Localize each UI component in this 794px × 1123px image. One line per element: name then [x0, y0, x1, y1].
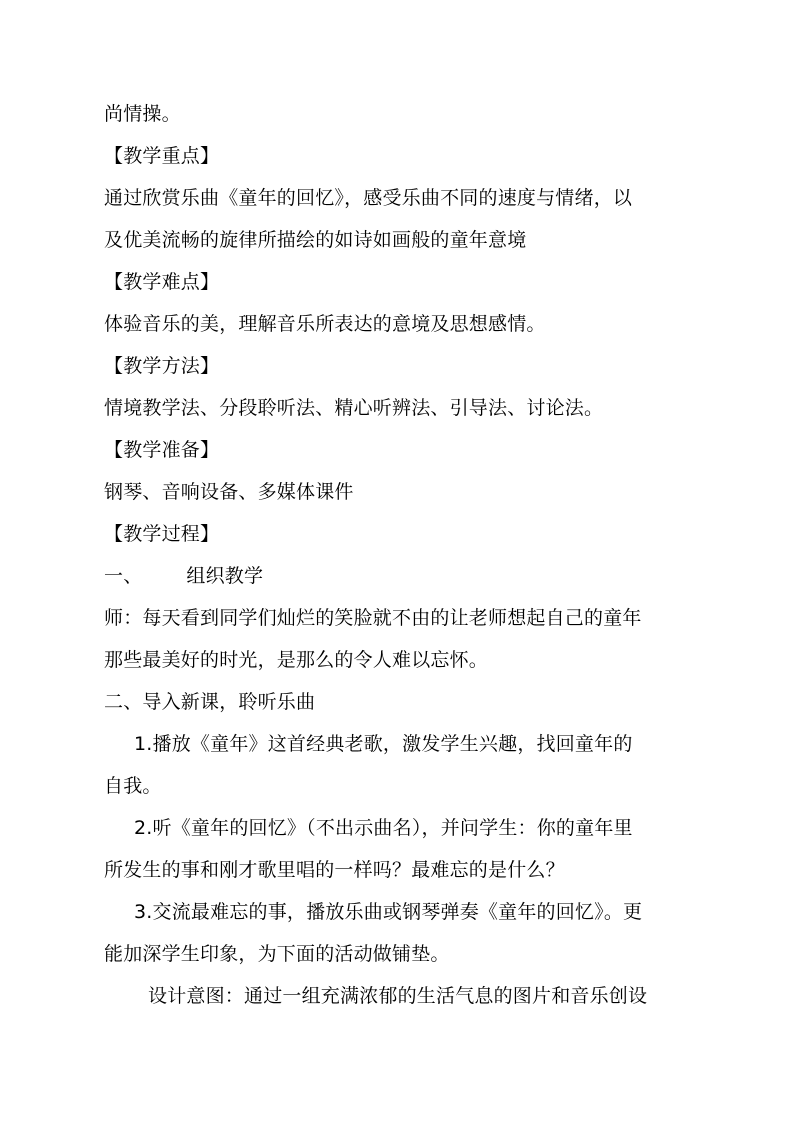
section-heading-process: 【教学过程】 [104, 523, 220, 545]
numbered-heading: 二、导入新课，聆听乐曲 [104, 691, 316, 713]
list-item-line: 自我。 [104, 775, 162, 797]
paragraph-line: 那些最美好的时光，是那么的令人难以忘怀。 [104, 649, 489, 671]
list-item-line: 能加深学生印象，为下面的活动做铺垫。 [104, 943, 450, 965]
section-heading-key-points: 【教学重点】 [104, 145, 220, 167]
paragraph-line: 情境教学法、分段聆听法、精心听辨法、引导法、讨论法。 [104, 397, 604, 419]
paragraph-line: 尚情操。 [104, 103, 181, 125]
paragraph-line: 通过欣赏乐曲《童年的回忆》，感受乐曲不同的速度与情绪，以 [104, 187, 633, 209]
section-heading-preparation: 【教学准备】 [104, 439, 220, 461]
paragraph-line: 师：每天看到同学们灿烂的笑脸就不由的让老师想起自己的童年 [104, 607, 642, 629]
list-item-line: 3.交流最难忘的事，播放乐曲或钢琴弹奏《童年的回忆》。更 [134, 901, 643, 923]
list-item-line: 所发生的事和刚才歌里唱的一样吗？最难忘的是什么？ [104, 859, 565, 881]
list-item-line: 1.播放《童年》这首经典老歌，激发学生兴趣，找回童年的 [134, 733, 633, 755]
heading-number: 一、 [104, 565, 143, 587]
paragraph-line: 钢琴、音响设备、多媒体课件 [104, 481, 354, 503]
section-heading-difficulties: 【教学难点】 [104, 271, 220, 293]
numbered-heading [104, 564, 263, 588]
heading-text: 组织教学 [186, 565, 264, 587]
paragraph-line: 设计意图：通过一组充满浓郁的生活气息的图片和音乐创设 [148, 985, 648, 1007]
section-heading-methods: 【教学方法】 [104, 355, 220, 377]
paragraph-line: 及优美流畅的旋律所描绘的如诗如画般的童年意境 [104, 229, 527, 251]
paragraph-line: 体验音乐的美，理解音乐所表达的意境及思想感情。 [104, 313, 546, 335]
list-item-line: 2.听《童年的回忆》（不出示曲名），并问学生：你的童年里 [134, 817, 633, 839]
